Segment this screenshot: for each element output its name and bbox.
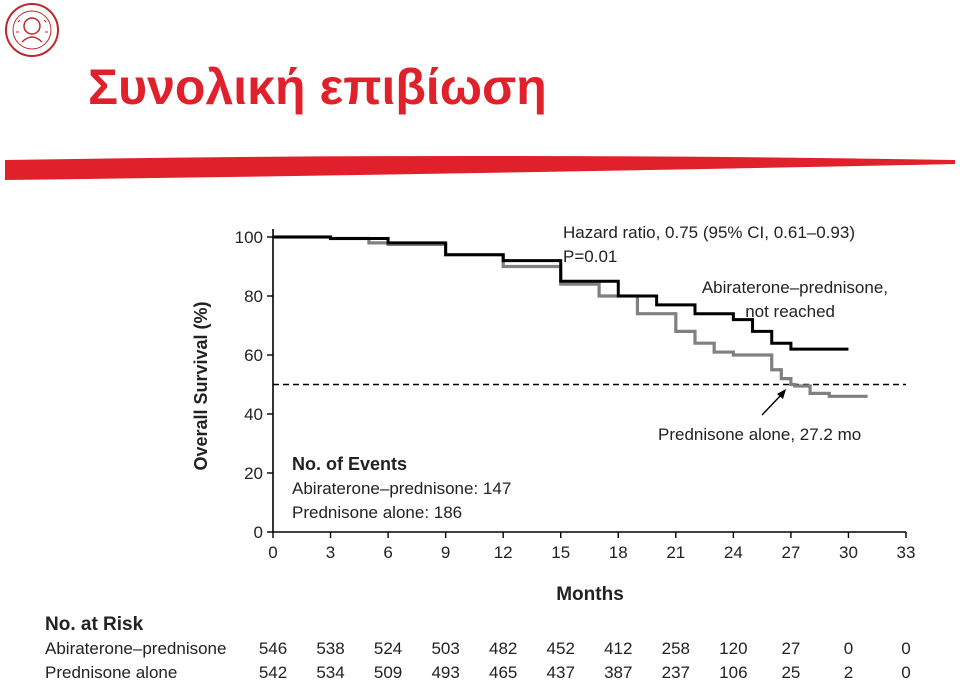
risk-value-r0-c3: 503 [431, 639, 460, 658]
x-tick-label-0: 0 [268, 543, 278, 562]
y-tick-label-80: 80 [244, 287, 263, 306]
x-tick-label-3: 3 [325, 543, 336, 562]
slide-title: Συνολική επιβίωση [88, 59, 547, 115]
risk-value-r1-c7: 237 [661, 663, 691, 681]
events-title: No. of Events [292, 454, 408, 474]
risk-value-r0-c6: 412 [604, 639, 633, 658]
p-value-text: P=0.01 [563, 247, 618, 266]
y-tick-label-60: 60 [244, 346, 263, 365]
prednisone-median-label: Prednisone alone, 27.2 mo [658, 425, 862, 444]
risk-value-r1-c8: 106 [719, 663, 748, 681]
risk-value-r0-c4: 482 [488, 639, 518, 658]
risk-value-r1-c5: 437 [546, 663, 575, 681]
risk-value-r1-c10: 2 [843, 663, 854, 681]
hazard-ratio-text: Hazard ratio, 0.75 (95% CI, 0.61–0.93) [563, 223, 855, 242]
x-tick-label-33: 33 [896, 543, 916, 562]
risk-row-label-abiraterone: Abiraterone–prednisone [45, 639, 227, 658]
x-tick-label-24: 24 [723, 543, 743, 562]
events-row-abiraterone: Abiraterone–prednisone: 147 [292, 479, 512, 498]
risk-table-values [259, 639, 911, 681]
risk-value-r0-c11: 0 [901, 639, 911, 658]
risk-value-r0-c2: 524 [373, 639, 403, 658]
y-tick-label-20: 20 [244, 464, 263, 483]
risk-value-r0-c0: 546 [258, 639, 288, 658]
abiraterone-median-label: Abiraterone–prednisone, [701, 278, 888, 297]
x-tick-label-21: 21 [666, 543, 686, 562]
y-tick-label-0: 0 [253, 523, 263, 542]
risk-value-r0-c10: 0 [843, 639, 854, 658]
risk-table-title: No. at Risk [45, 614, 144, 635]
risk-value-r0-c1: 538 [316, 639, 345, 658]
risk-value-r1-c1: 534 [316, 663, 345, 681]
median-arrow [762, 389, 786, 415]
x-tick-label-12: 12 [493, 543, 513, 562]
risk-value-r1-c6: 387 [604, 663, 633, 681]
y-tick-label-40: 40 [244, 405, 263, 424]
risk-row-label-prednisone: Prednisone alone [45, 663, 178, 681]
risk-value-r0-c8: 120 [719, 639, 748, 658]
x-tick-label-15: 15 [551, 543, 571, 562]
x-tick-label-30: 30 [838, 543, 858, 562]
risk-value-r1-c11: 0 [901, 663, 911, 681]
risk-value-r1-c2: 509 [373, 663, 403, 681]
events-row-prednisone: Prednisone alone: 186 [292, 503, 463, 522]
risk-value-r1-c4: 465 [488, 663, 518, 681]
y-axis-label: Overall Survival (%) [191, 301, 211, 471]
risk-value-r1-c0: 542 [258, 663, 288, 681]
risk-value-r0-c7: 258 [661, 639, 691, 658]
y-tick-label-100: 100 [234, 228, 263, 247]
risk-value-r0-c5: 452 [546, 639, 575, 658]
x-tick-label-9: 9 [440, 543, 451, 562]
x-tick-label-6: 6 [383, 543, 393, 562]
x-axis-label: Months [556, 584, 624, 605]
abiraterone-median-label-2: not reached [745, 302, 835, 321]
risk-value-r1-c9: 25 [781, 663, 801, 681]
x-tick-label-18: 18 [608, 543, 628, 562]
risk-value-r0-c9: 27 [781, 639, 801, 658]
x-tick-label-27: 27 [781, 543, 801, 562]
risk-value-r1-c3: 493 [431, 663, 460, 681]
